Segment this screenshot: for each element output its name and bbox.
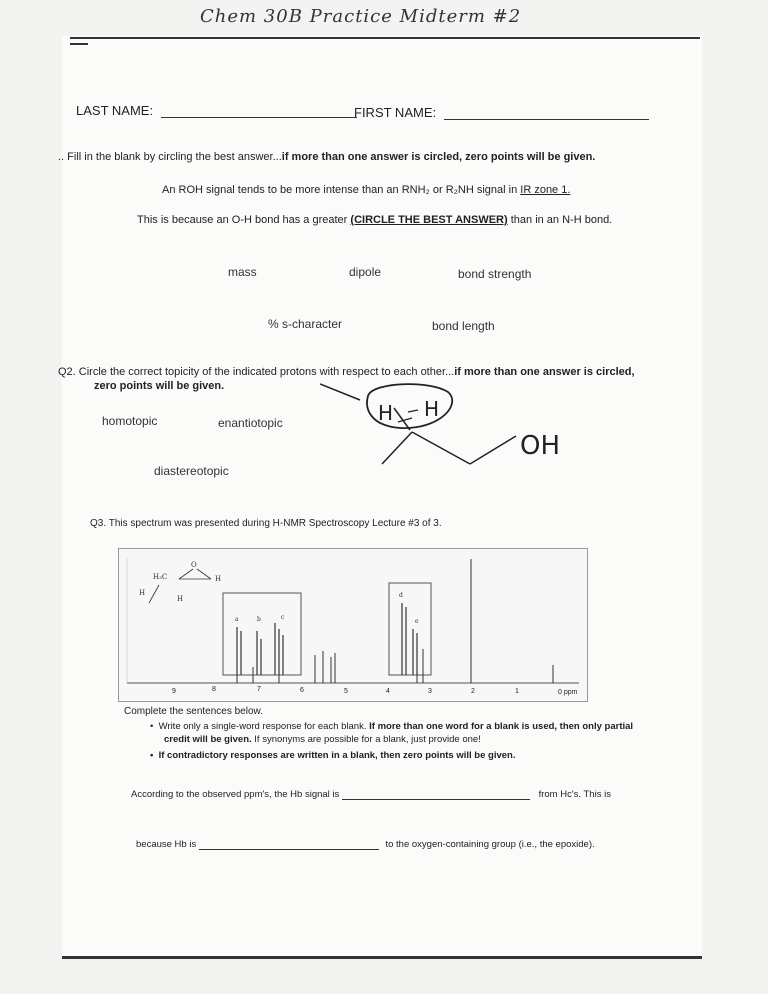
q2-prompt: Q2. Circle the correct topicity of the indicated protons with respect to each other...if more than one answer is circled, — [58, 366, 635, 378]
axis-tick-2: 2 — [471, 688, 475, 695]
epoxide-structure — [139, 561, 221, 603]
svg-text:O: O — [191, 561, 197, 569]
first-name-label: FIRST NAME: — [354, 105, 437, 120]
main-peaks — [237, 559, 553, 683]
q1-option-bond-strength[interactable]: bond strength — [458, 267, 532, 281]
peak-label-c: c — [281, 614, 285, 621]
nmr-spectrum-plot — [119, 549, 587, 701]
q1-option-dipole[interactable]: dipole — [349, 265, 382, 279]
q3-blank-2[interactable] — [199, 839, 379, 850]
axis-tick-7: 7 — [257, 686, 261, 693]
inset-aromatic — [223, 593, 301, 675]
first-name-blank[interactable] — [444, 105, 649, 120]
q3-bullet-2: • If contradictory responses are written in a blank, then zero points will be given. — [150, 750, 516, 761]
hydroxyl-label: OH — [520, 431, 561, 461]
q2-prompt-cont: zero points will be given. — [94, 380, 225, 392]
q1-sentence-2: This is because an O-H bond has a greater (CIRCLE THE BEST ANSWER) than in an N-H bond. — [137, 214, 613, 226]
axis-tick-1: 1 — [515, 688, 519, 695]
svg-text:H: H — [177, 595, 184, 603]
exam-page — [62, 36, 702, 959]
axis-tick-4: 4 — [386, 688, 390, 695]
header-rule — [70, 37, 700, 39]
q1-option-bond-length[interactable]: bond length — [432, 319, 495, 333]
q3-line-1: According to the observed ppm's, the Hb signal is from Hc's. This is — [131, 789, 611, 800]
axis-tick-6: 6 — [300, 687, 304, 694]
margin-mark — [70, 43, 88, 45]
q1-option-s-character[interactable]: % s-character — [268, 317, 343, 331]
epoxide-peaks — [402, 603, 417, 675]
inset-epoxide — [389, 583, 431, 675]
proton-h1: H — [378, 401, 394, 425]
axis-tick-3: 3 — [428, 688, 432, 695]
axis-tick-0: 0 ppm — [558, 689, 578, 696]
q2-option-diastereotopic[interactable]: diastereotopic — [154, 464, 229, 478]
q1-option-mass[interactable]: mass — [228, 265, 257, 279]
peak-label-b: b — [257, 616, 261, 623]
q1-instructions: .. Fill in the blank by circling the best answer...if more than one answer is circled, zero points will be given. — [58, 151, 596, 163]
peak-label-a: a — [235, 616, 239, 623]
svg-text:H₃C: H₃C — [153, 573, 168, 581]
peak-label-d: d — [399, 592, 403, 599]
q2-structure-drawing — [320, 378, 610, 478]
svg-text:H: H — [139, 589, 146, 597]
peak-label-e: e — [415, 618, 419, 625]
q3-blank-1[interactable] — [342, 789, 530, 800]
q3-line-2: because Hb is to the oxygen-containing group (i.e., the epoxide). — [136, 839, 595, 850]
axis-tick-8: 8 — [212, 686, 216, 693]
axis-tick-9: 9 — [172, 688, 176, 695]
q3-prompt: Q3. This spectrum was presented during H-NMR Spectroscopy Lecture #3 of 3. — [90, 518, 442, 529]
q3-bullet-1: • Write only a single-word response for each blank. If more than one word for a blank is used, then only partial credit will be given. If synonyms are possible for a blank, just provide one! — [150, 721, 634, 745]
nmr-spectrum — [118, 548, 588, 702]
last-name-label: LAST NAME: — [76, 103, 154, 118]
q3-complete: Complete the sentences below. — [124, 706, 263, 717]
q1-sentence-1: An ROH signal tends to be more intense than an RNH₂ or R₂NH signal in IR zone 1. — [162, 184, 571, 196]
svg-text:H: H — [215, 575, 222, 583]
axis-tick-5: 5 — [344, 688, 348, 695]
handwritten-title: Chem 30B Practice Midterm #2 — [200, 6, 522, 27]
last-name-row — [76, 103, 357, 118]
proton-h2: H — [424, 397, 440, 421]
aromatic-peaks — [237, 623, 283, 675]
last-name-blank[interactable] — [161, 103, 357, 118]
q2-option-homotopic[interactable]: homotopic — [102, 414, 158, 428]
q2-option-enantiotopic[interactable]: enantiotopic — [218, 416, 283, 430]
first-name-row — [354, 105, 649, 120]
